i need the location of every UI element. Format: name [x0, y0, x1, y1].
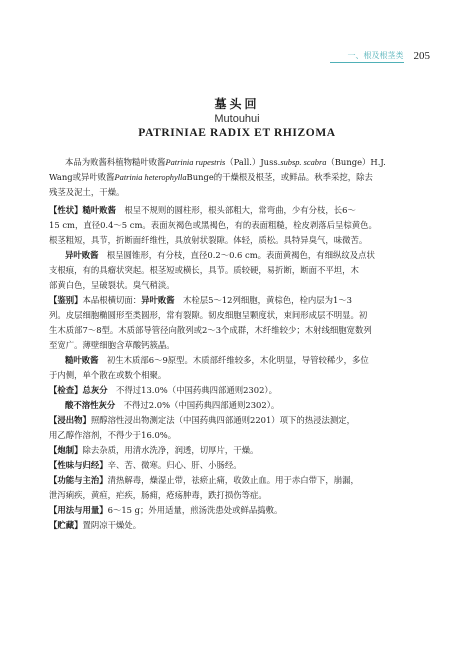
monograph-body: [49, 155, 431, 533]
jinchuwu-line: 用乙醇作溶剂，不得少于16.0%。: [49, 430, 177, 440]
body-text: 6～15 g；外用适量，煎汤洗患处或鲜品捣敷。: [107, 505, 283, 515]
sub-label: 糙叶败酱: [82, 205, 116, 215]
body-text: 初生木质部6～9原型。木质部纤维较多，木化明显，导管较稀少，多位: [106, 355, 369, 365]
body-text: 置阴凉干燥处。: [82, 520, 142, 530]
body-text: 辛、苦、微寒。归心、肝、小肠经。: [107, 460, 242, 470]
sub-label: 糙叶败酱: [65, 355, 99, 365]
body-text: 不得过2.0%（中国药典四部通则2302）。: [123, 400, 280, 410]
intro-line: 残茎及泥土，干燥。: [49, 187, 125, 197]
body-text: 不得过13.0%（中国药典四部通则2302）。: [116, 385, 277, 395]
jianbie-line: 列。皮层细胞椭圆形至类圆形，常有裂隙。韧皮细胞呈颗度状，束间形成层不明显。初: [49, 310, 368, 320]
xingzhuang-line: 部黄白色，呈破裂状。臭气稍淡。: [49, 280, 175, 290]
section-label: 【鉴别】: [49, 295, 83, 305]
gongneng-line: [49, 473, 431, 488]
body-text: 木栓层5～12列细胞，黄棕色，栓内层为1～3: [183, 295, 353, 305]
section-label: 【浸出物】: [49, 415, 91, 425]
body-text: 清热解毒，燥湿止带，祛瘀止痛，收敛止血。用于赤白带下，崩漏，: [107, 475, 359, 485]
jianbie-line: [49, 353, 431, 368]
sub-label: 异叶败酱: [65, 250, 99, 260]
body-text: 除去杂质，用清水洗净，润透，切厚片，干燥。: [82, 445, 259, 455]
section-label: 【用法与用量】: [49, 505, 108, 515]
gongneng-line: 泄泻痢疾，黄疸，疟疾，肠痈，疮疡肿毒，跌打损伤等症。: [49, 490, 267, 500]
zhucang-line: [49, 518, 431, 533]
section-label: 【功能与主治】: [49, 475, 108, 485]
title-latin: PATRINIAE RADIX ET RHIZOMA: [138, 127, 336, 139]
intro-text: 本品为败酱科植物糙叶败酱: [65, 157, 166, 167]
xingzhuang-line: 支根痕，有的具瘤状突起。根茎短或横长，具节。质较硬，易折断，断面不平坦，木: [49, 265, 359, 275]
jianbie-line: 于内侧，单个散在或数个相聚。: [49, 370, 167, 380]
intro-line: [49, 155, 431, 170]
jianbie-line: 至宽广。薄壁细胞含草酸钙簇晶。: [49, 340, 175, 350]
section-tag: 一、根及根茎类: [330, 50, 404, 63]
xingzhuang-line: [49, 248, 431, 263]
jianbie-line: [49, 293, 431, 308]
latin-name: subsp. scabra: [280, 158, 327, 167]
intro-text: （Pall.）Juss.: [225, 157, 281, 167]
intro-text: （Bunge）H.J.: [326, 157, 386, 167]
latin-name: Patrinia rupestris: [165, 158, 226, 167]
title-pinyin: Mutouhui: [214, 113, 260, 125]
sub-label: 异叶败酱: [141, 295, 175, 305]
running-header: [300, 48, 430, 64]
section-label: 【贮藏】: [49, 520, 83, 530]
body-text: 本品根横切面：: [82, 295, 142, 305]
body-text: 照醇溶性浸出物测定法（中国药典四部通则2201）项下的热浸法测定，: [90, 415, 356, 425]
xingzhuang-line: 根茎粗短，具节，折断面纤维性，具放射状裂隙。体轻，质松。具特异臭气，味微苦。: [49, 235, 368, 245]
xingzhuang-line: 15 cm，直径0.4～5 cm。表面灰褐色或黑褐色，有的表面粗糙，栓皮剥落后呈棕黄色。: [49, 220, 377, 230]
section-label: 【性状】: [49, 205, 83, 215]
jiancha-line: [49, 383, 431, 398]
title-chinese: 墓头回: [214, 97, 260, 111]
section-label: 【炮制】: [49, 445, 83, 455]
xingzhuang-line: [49, 203, 431, 218]
sub-label: 总灰分: [82, 385, 108, 395]
jiancha-line: [49, 398, 431, 413]
latin-name: Patrinia heterophylla: [114, 173, 187, 182]
intro-text: Wang或异叶败酱: [49, 172, 115, 182]
yongfa-line: [49, 503, 431, 518]
body-text: 根呈不规则的圆柱形，根头部粗大，常弯曲，少有分枝，长6～: [124, 205, 356, 215]
body-text: 根呈圆锥形，有分枝，直径0.2～0.6 cm。表面黄褐色，有细纵纹及点状: [106, 250, 375, 260]
intro-text: Bunge的干燥根及根茎，或鲜品。秋季采挖，除去: [186, 172, 373, 182]
jinchuwu-line: [49, 413, 431, 428]
paozhi-line: [49, 443, 431, 458]
sub-label: 酸不溶性灰分: [65, 400, 116, 410]
section-label: 【检查】: [49, 385, 83, 395]
intro-line: [49, 170, 431, 185]
jianbie-line: 生木质部7～8型。木质部导管径向散列或2～3个成群，木纤维较少；木射线细胞宽数列: [49, 325, 372, 335]
page-number: 205: [413, 50, 430, 62]
section-label: 【性味与归经】: [49, 460, 108, 470]
xingwei-line: [49, 458, 431, 473]
